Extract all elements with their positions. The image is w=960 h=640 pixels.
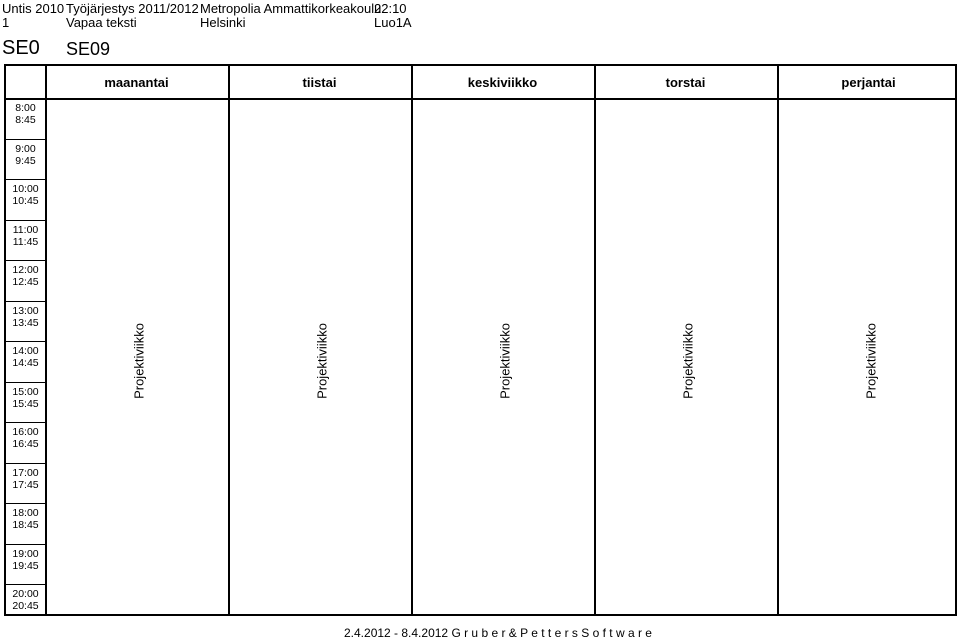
time-slot-label: 17:00 17:45 — [12, 466, 39, 491]
column-divider — [228, 66, 230, 614]
time-slot-label: 9:00 9:45 — [15, 142, 36, 167]
time-slot-label: 8:00 8:45 — [15, 102, 36, 126]
column-divider — [594, 66, 596, 614]
day-header: torstai — [665, 75, 706, 90]
lesson-block[interactable] — [495, 301, 515, 423]
time-row-divider — [6, 301, 45, 302]
lesson-block[interactable] — [312, 301, 332, 423]
time-row-divider — [6, 463, 45, 464]
lesson-block[interactable] — [678, 301, 698, 423]
timetable-grid — [4, 64, 957, 616]
time-slot-label: 11:00 11:45 — [12, 223, 39, 248]
footer — [344, 626, 652, 640]
print-time: 22:10 — [374, 1, 407, 16]
column-divider — [411, 66, 413, 614]
city-name: Helsinki — [200, 15, 246, 30]
lesson-block[interactable] — [129, 301, 149, 423]
lesson-label: Projektiviikko — [314, 323, 330, 400]
lesson-label: Projektiviikko — [131, 323, 147, 400]
time-row-divider — [6, 341, 45, 342]
time-row-divider — [6, 584, 45, 585]
lesson-block[interactable] — [861, 301, 881, 423]
schedule-title: Työjärjestys 2011/2012 — [66, 1, 199, 16]
page-number: 1 — [2, 15, 10, 30]
time-row-divider — [6, 544, 45, 545]
day-header: perjantai — [841, 75, 896, 90]
software-name: Untis 2010 — [2, 1, 65, 16]
lesson-label: Projektiviikko — [680, 323, 696, 400]
time-slot-label: 20:00 20:45 — [12, 588, 39, 612]
free-text: Vapaa teksti — [66, 15, 137, 30]
group-code: SE0 — [2, 37, 40, 59]
header-divider — [6, 98, 955, 100]
day-header: maanantai — [104, 75, 169, 90]
column-divider — [45, 66, 47, 614]
time-slot-label: 16:00 16:45 — [12, 426, 39, 450]
time-row-divider — [6, 503, 45, 504]
lesson-label: Projektiviikko — [497, 323, 513, 400]
time-row-divider — [6, 260, 45, 261]
school-name: Metropolia Ammattikorkeakoulu — [200, 1, 382, 16]
date-range: 2.4.2012 - 8.4.2012 — [344, 626, 449, 640]
time-row-divider — [6, 179, 45, 180]
time-row-divider — [6, 139, 45, 140]
time-slot-label: 12:00 12:45 — [12, 264, 39, 288]
group-name: SE09 — [66, 39, 111, 59]
time-slot-label: 19:00 19:45 — [12, 547, 39, 572]
time-row-divider — [6, 382, 45, 383]
time-row-divider — [6, 422, 45, 423]
time-slot-label: 18:00 18:45 — [12, 507, 39, 531]
column-divider — [777, 66, 779, 614]
time-slot-label: 13:00 13:45 — [12, 304, 39, 329]
time-slot-label: 15:00 15:45 — [12, 385, 39, 410]
day-header: tiistai — [302, 75, 337, 90]
lesson-label: Projektiviikko — [863, 323, 879, 400]
time-slot-label: 10:00 10:45 — [12, 183, 39, 207]
time-slot-label: 14:00 14:45 — [12, 345, 39, 369]
created-by: Luo1A — [374, 15, 412, 30]
vendor-name: G r u b e r & P e t t e r s S o f t w a r e — [451, 626, 652, 640]
time-row-divider — [6, 220, 45, 221]
day-header: keskiviikko — [467, 75, 538, 90]
